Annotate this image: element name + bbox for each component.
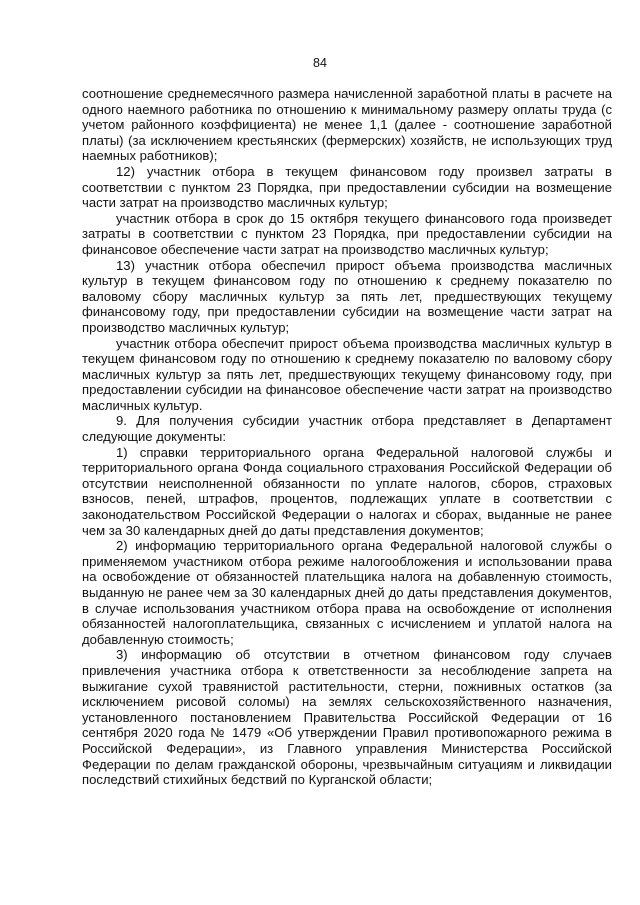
document-body: [82, 86, 612, 788]
paragraph-doc-1: 1) справки территориального органа Федеральной налоговой службы и территориального органа Фонда социального страхования Российской Федерации об отсутствии неисполненной обязанности по уплате налогов, сборов, страховых взносов, пеней, штрафов, процентов, подлежащих уплате в соответствии с законодательством Российской Федерации о налогах и сборах, выданные не ранее чем за 30 календарных дней до даты представления документов;: [82, 444, 612, 538]
paragraph-doc-2: 2) информацию территориального органа Федеральной налоговой службы о применяемом участником отбора режиме налогообложения и использовании права на освобождение от обязанностей плательщика налога на добавленную стоимость, выданную не ранее чем за 30 календарных дней до даты представления документов, в случае использования участником отбора права на освобождение от исполнения обязанностей налогоплательщика, связанных с исчислением и уплатой налога на добавленную стоимость;: [82, 538, 612, 647]
paragraph-item-12-financing: участник отбора в срок до 15 октября текущего финансового года произведет затраты в соответствии с пунктом 23 Порядка, при предоставлении субсидии на финансовое обеспечение части затрат на производство масличных культур;: [82, 210, 612, 257]
paragraph-item-12: 12) участник отбора в текущем финансовом году произвел затраты в соответствии с пунктом 23 Порядка, при предоставлении субсидии на возмещение части затрат на производство масличных культур;: [82, 163, 612, 211]
paragraph-doc-3: 3) информацию об отсутствии в отчетном финансовом году случаев привлечения участника отбора к ответственности за несоблюдение запрета на выжигание сухой травянистой растительности, стерни, пожнивных остатков (за исключением рисовой соломы) на землях сельскохозяйственного назначения, установленного постановлением Правительства Российской Федерации от 16 сентября 2020 года № 1479 «Об утверждении Правил противопожарного режима в Российской Федерации», из Главного управления Министерства Российской Федерации по делам гражданской обороны, чрезвычайным ситуациям и ликвидации последствий стихийных бедствий по Курганской области;: [82, 647, 612, 788]
paragraph-section-9: 9. Для получения субсидии участник отбора представляет в Департамент следующие документы:: [82, 413, 612, 445]
paragraph-item-13-financing: участник отбора обеспечит прирост объема производства масличных культур в текущем финансовом году по отношению к среднему показателю по валовому сбору масличных культур за пять лет, предшествующих текущему финансовому году, при предоставлении субсидии на финансовое обеспечение части затрат на производство масличных культур.: [82, 335, 612, 413]
page-number: 84: [313, 56, 327, 70]
paragraph-ratio-wages: соотношение среднемесячного размера начисленной заработной платы в расчете на одного наемного работника по отношению к минимальному размеру оплаты труда (с учетом районного коэффициента) не менее 1,1 (далее - соотношение заработной платы) (за исключением крестьянских (фермерских) хозяйств, не использующих труд наемных работников);: [82, 86, 612, 164]
paragraph-item-13: 13) участник отбора обеспечил прирост объема производства масличных культур в текущем финансовом году по отношению к среднему показателю по валовому сбору масличных культур за пять лет, предшествующих текущему финансовому году, при предоставлении субсидии на возмещение части затрат на производство масличных культур;: [82, 257, 612, 335]
